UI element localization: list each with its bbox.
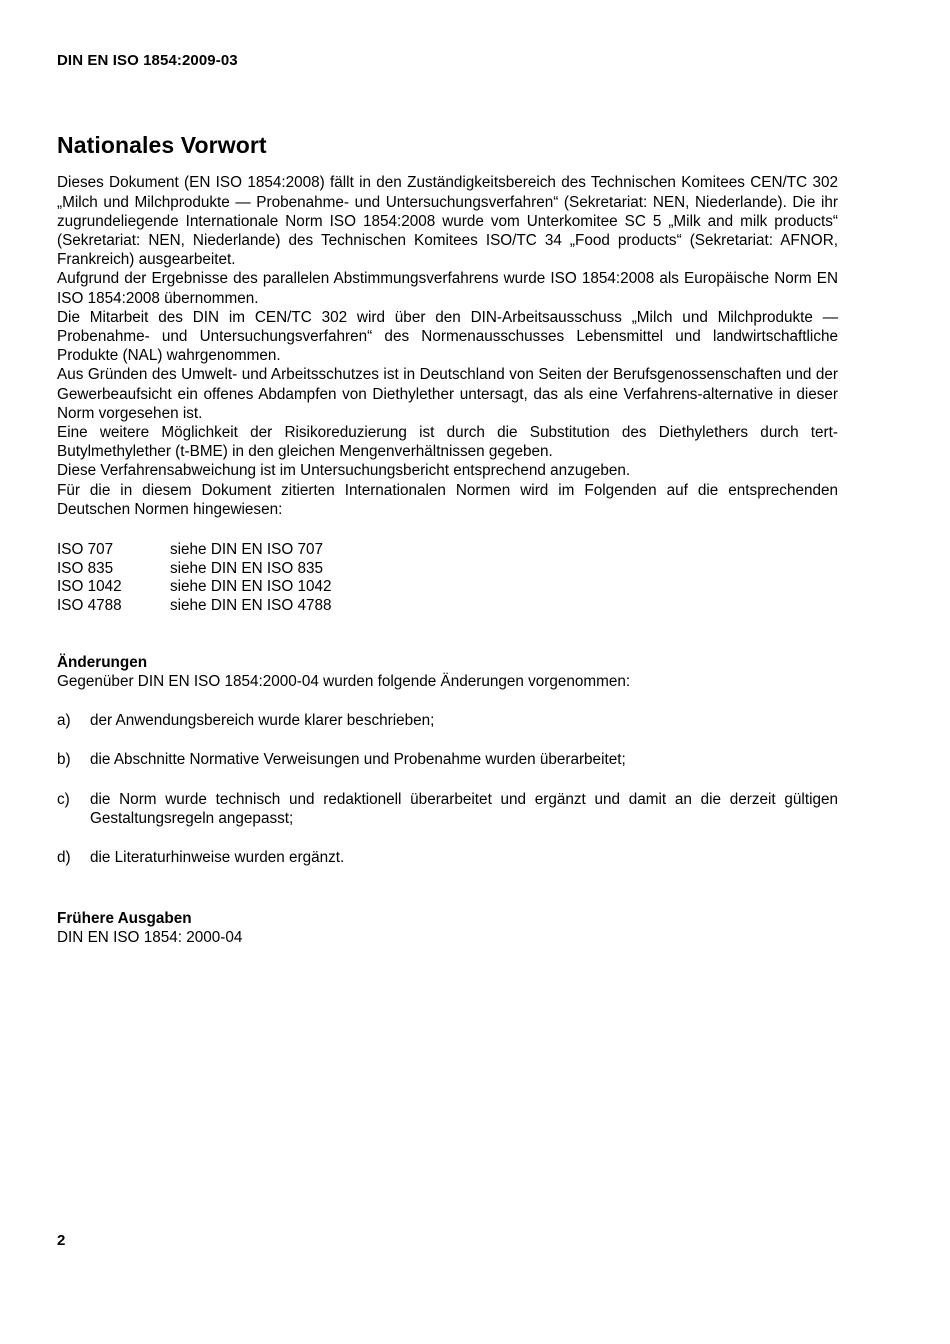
list-item-text: die Abschnitte Normative Verweisungen und Probenahme wurden überarbeitet; [90,751,626,769]
table-row [57,578,332,597]
section-heading-aenderungen: Änderungen [57,654,148,671]
section-heading-fruehere-ausgaben: Frühere Ausgaben [57,910,192,928]
list-item-marker: a) [57,712,71,730]
iso-standard-number: ISO 835 [57,559,114,577]
aenderungen-list [57,711,838,867]
paragraph-safety-note: Aus Gründen des Umwelt- und Arbeitsschutzes ist in Deutschland von Seiten der Berufsgenossenschaften und der Gewerbeaufsicht ein offenes Abdampfen von Diethylether untersagt, das als eine Verfahrens-alternative in dieser Norm vorgesehen ist. [57,366,838,422]
list-item-marker: b) [57,751,71,769]
list-item-marker: d) [57,849,71,867]
paragraph-substitution-note: Eine weitere Möglichkeit der Risikoreduzierung ist durch die Substitution des Diethylethers durch tert-Butylmethylether (t-BME) in den gleichen Mengenverhältnissen gegeben. [57,423,838,461]
paragraph-standards-intro: Für die in diesem Dokument zitierten Internationalen Normen wird im Folgenden auf die entsprechenden Deutschen Normen hingewiesen: [57,481,838,518]
list-item-marker: c) [57,790,70,808]
page-content [57,0,838,947]
paragraph-din-participation: Die Mitarbeit des DIN im CEN/TC 302 wird über den DIN-Arbeitsausschuss „Milch und Milchprodukte — Probenahme- und Untersuchungsverfahren“ des Normenausschusses Lebensmittel und landwirtschaftliche Produkte (NAL) wahrgenommen. [57,308,838,365]
paragraph-parallel-vote: Aufgrund der Ergebnisse des parallelen Abstimmungsverfahrens wurde ISO 1854:2008 als Europäische Norm EN ISO 1854:2008 übernommen. [57,270,838,307]
page-title: Nationales Vorwort [57,131,267,158]
din-standard-reference: siehe DIN EN ISO 4788 [170,596,332,614]
running-head: DIN EN ISO 1854:2009-03 [57,52,238,69]
list-item [57,790,838,828]
paragraph-fruehere-ausgaben-entry: DIN EN ISO 1854: 2000-04 [57,929,243,947]
din-standard-reference: siehe DIN EN ISO 835 [170,559,324,577]
page-number: 2 [57,1232,66,1249]
din-standard-reference: siehe DIN EN ISO 707 [170,541,324,558]
table-row [57,597,332,616]
paragraph-aenderungen-intro: Gegenüber DIN EN ISO 1854:2000-04 wurden folgende Änderungen vorgenommen: [57,673,631,690]
iso-reference-table-body [57,541,332,615]
iso-standard-number: ISO 707 [57,541,114,558]
list-item [57,750,838,769]
iso-standard-number: ISO 1042 [57,578,122,595]
din-standard-reference: siehe DIN EN ISO 1042 [170,578,332,595]
table-row [57,560,332,579]
list-item-text: der Anwendungsbereich wurde klarer beschrieben; [90,712,435,730]
list-item [57,711,838,730]
table-row [57,541,332,560]
paragraph-scope-committee: Dieses Dokument (EN ISO 1854:2008) fällt in den Zuständigkeitsbereich des Technischen Komitees CEN/TC 302 „Milch und Milchprodukte — Probenahme- und Untersuchungsverfahren“ (Sekretariat: NEN, Niederlande). Die ihr zugrundeliegende Internationale Norm ISO 1854:2008 wurde vom Unterkomitee SC 5 „Milk and milk products“ (Sekretariat: NEN, Niederlande) des Technischen Komitees ISO/TC 34 „Food products“ (Sekretariat: AFNOR, Frankreich) ausgearbeitet. [57,174,838,269]
list-item-text: die Norm wurde technisch und redaktionell überarbeitet und ergänzt und damit an die derzeit gültigen Gestaltungsregeln angepasst; [90,790,838,827]
paragraph-report-note: Diese Verfahrensabweichung ist im Untersuchungsbericht entsprechend anzugeben. [57,462,631,480]
iso-reference-table [57,541,332,615]
list-item [57,848,838,867]
list-item-text: die Literaturhinweise wurden ergänzt. [90,849,345,867]
iso-standard-number: ISO 4788 [57,596,122,614]
